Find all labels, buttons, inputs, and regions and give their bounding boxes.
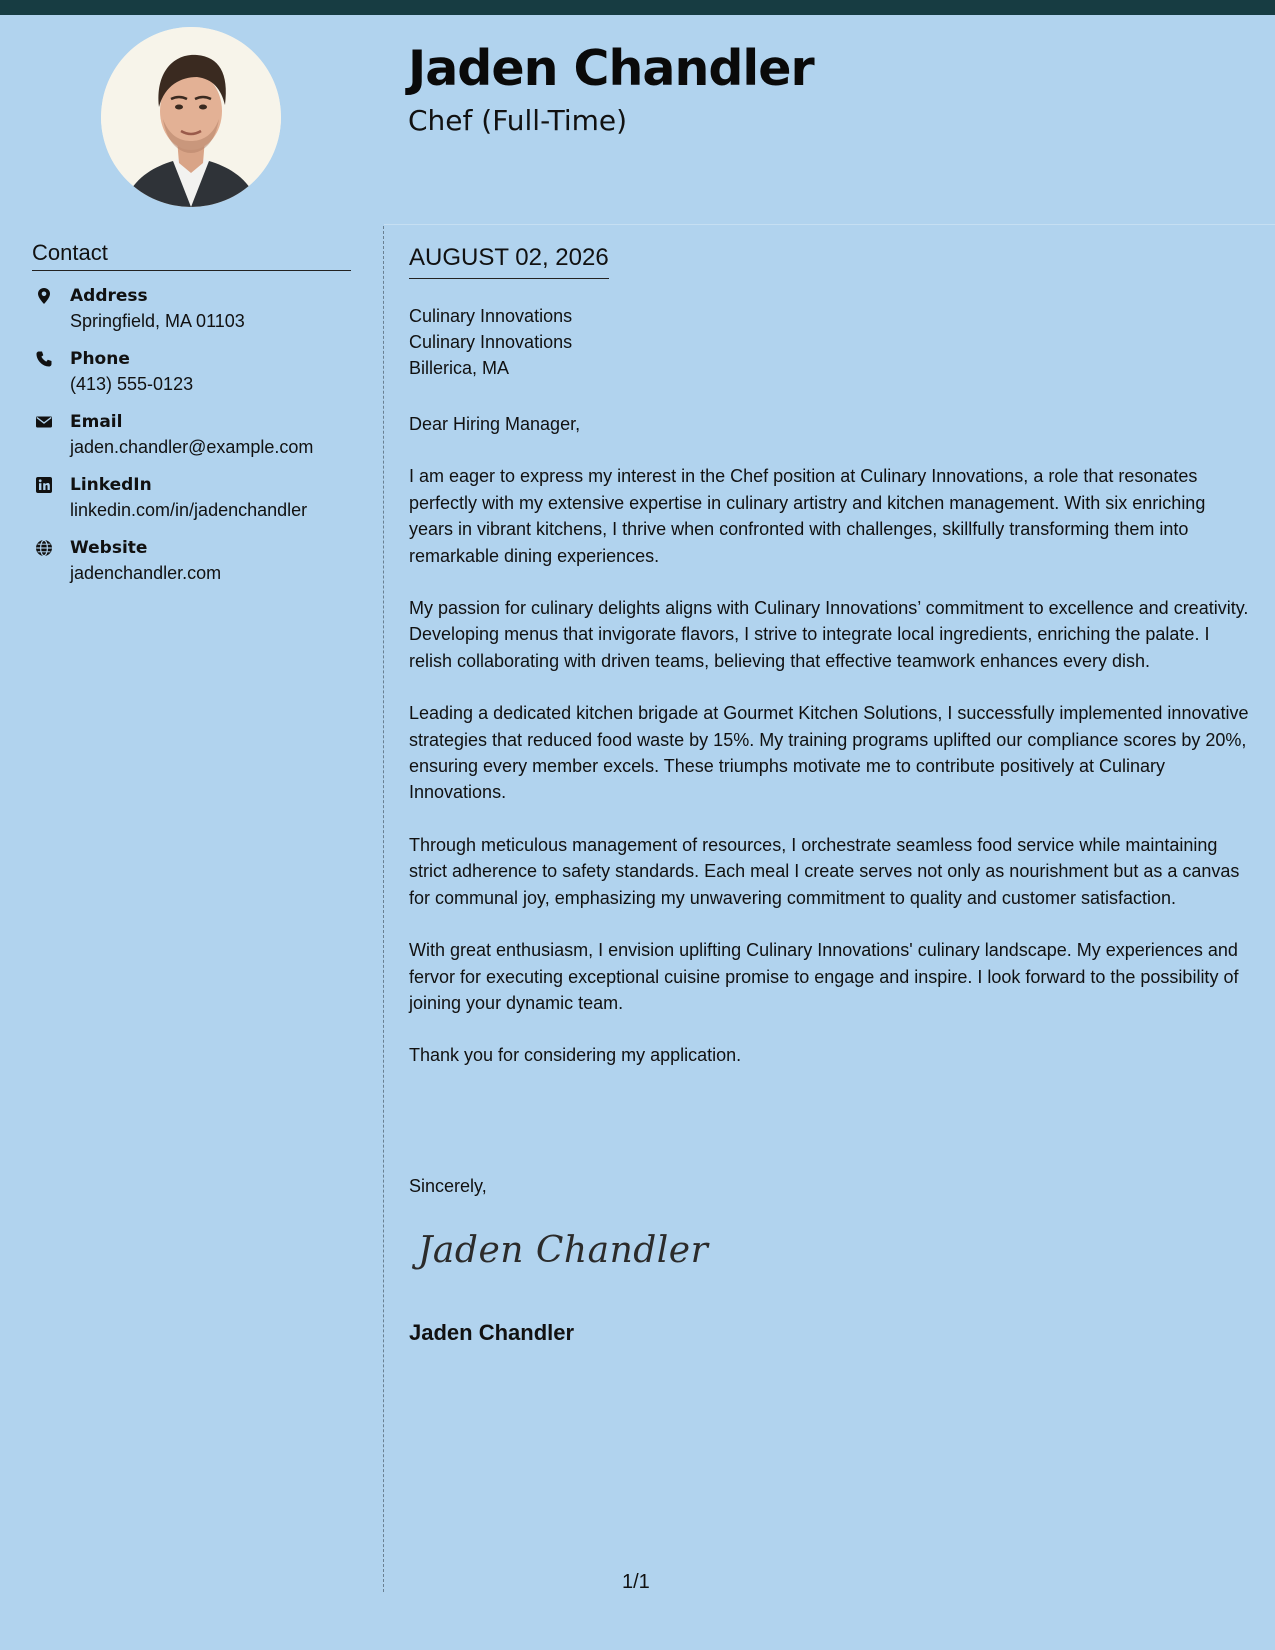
recipient-location: Billerica, MA bbox=[409, 358, 510, 378]
phone-label: Phone bbox=[70, 349, 130, 369]
contact-linkedin bbox=[32, 473, 362, 536]
linkedin-value[interactable]: linkedin.com/in/jadenchandler bbox=[70, 500, 308, 520]
letter-paragraph: With great enthusiasm, I envision uplifting Culinary Innovations' culinary landscape. My experiences and fervor for executing exceptional cuisine promise to engage and inspire. I look forward to the possibility of joining your dynamic team. bbox=[409, 940, 1239, 1013]
phone-icon bbox=[35, 350, 53, 368]
email-label: Email bbox=[70, 412, 123, 432]
contact-email bbox=[32, 410, 362, 473]
address-value: Springfield, MA 01103 bbox=[70, 311, 245, 331]
phone-value: (413) 555-0123 bbox=[70, 374, 194, 394]
linkedin-icon bbox=[35, 476, 53, 494]
contact-address bbox=[32, 284, 362, 347]
salutation: Dear Hiring Manager, bbox=[409, 414, 581, 434]
header-divider bbox=[384, 224, 1275, 225]
profile-photo bbox=[101, 27, 281, 207]
linkedin-label: LinkedIn bbox=[70, 475, 152, 495]
letter-date: AUGUST 02, 2026 bbox=[409, 244, 609, 279]
top-accent-bar bbox=[0, 0, 1275, 15]
globe-icon bbox=[35, 539, 53, 557]
recipient-block bbox=[409, 303, 572, 381]
recipient-company: Culinary Innovations bbox=[409, 306, 573, 326]
address-label: Address bbox=[70, 286, 148, 306]
letter-paragraph: My passion for culinary delights aligns with Culinary Innovations’ commitment to excellence and creativity. Developing menus that invigorate flavors, I strive to integrate local ingredients, enriching the palate. I relish collaborating with driven teams, believing that effective teamwork enhances every dish. bbox=[409, 598, 1249, 671]
column-divider bbox=[383, 226, 384, 1592]
job-title: Chef (Full-Time) bbox=[408, 104, 628, 137]
contact-phone bbox=[32, 347, 362, 410]
contact-website bbox=[32, 536, 362, 599]
envelope-icon bbox=[35, 413, 53, 431]
closing-line: Thank you for considering my application. bbox=[409, 1045, 742, 1066]
website-label: Website bbox=[70, 538, 148, 558]
contact-heading: Contact bbox=[32, 240, 351, 271]
website-value[interactable]: jadenchandler.com bbox=[70, 563, 222, 583]
handwritten-signature: Jaden Chandler bbox=[418, 1230, 709, 1271]
letter-paragraph: Through meticulous management of resources, I orchestrate seamless food service while maintaining strict adherence to safety standards. Each meal I create serves not only as nourishment but as a canvas for communal joy, emphasizing my unwavering commitment to quality and customer satisfaction. bbox=[409, 834, 1240, 908]
candidate-name: Jaden Chandler bbox=[408, 40, 814, 97]
recipient-company-line: Culinary Innovations bbox=[409, 332, 573, 352]
page-number: 1/1 bbox=[622, 1571, 650, 1593]
signer-name: Jaden Chandler bbox=[409, 1320, 575, 1345]
signoff: Sincerely, bbox=[409, 1176, 487, 1196]
location-pin-icon bbox=[35, 287, 53, 305]
email-value[interactable]: jaden.chandler@example.com bbox=[70, 437, 314, 457]
letter-body bbox=[409, 411, 1251, 1095]
letter-paragraph: Leading a dedicated kitchen brigade at Gourmet Kitchen Solutions, I successfully implemented innovative strategies that reduced food waste by 15%. My training programs uplifted our compliance scores by 20%, ensuring every member excels. These triumphs motivate me to contribute positively at Culinary Innovations. bbox=[409, 703, 1249, 803]
contact-list bbox=[32, 284, 362, 599]
letter-paragraph: I am eager to express my interest in the Chef position at Culinary Innovations, a role that resonates perfectly with my extensive expertise in culinary artistry and kitchen management. With six enriching years in vibrant kitchens, I thrive when confronted with challenges, skillfully transforming them into remarkable dining experiences. bbox=[409, 466, 1206, 566]
